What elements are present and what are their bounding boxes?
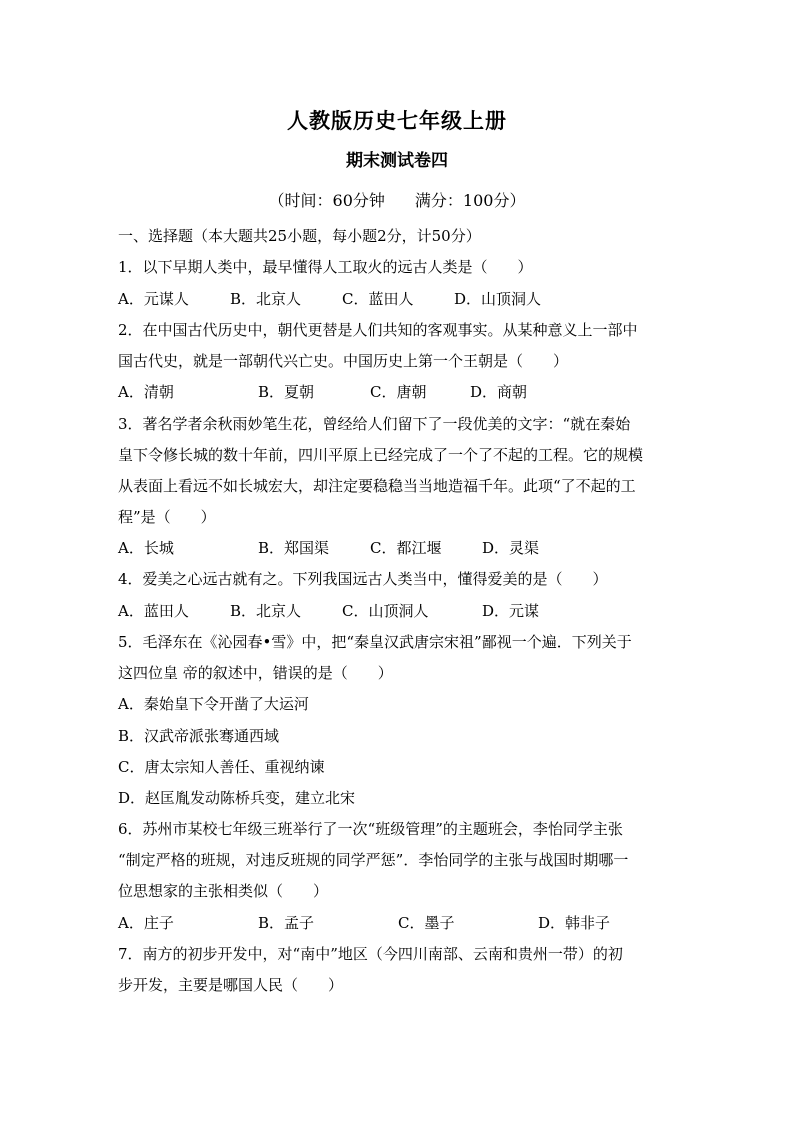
page-subtitle: 期末测试卷四 — [346, 151, 448, 171]
question-3-option-c: C．都江堰 — [370, 539, 442, 557]
question-7-stem-line-2: 步开发，主要是哪国人民（ ） — [118, 976, 344, 994]
question-2-option-a: A．清朝 — [118, 383, 174, 401]
question-3-stem-line-2: 皇下令修长城的数十年前，四川平原上已经完成了一个了不起的工程。它的规模 — [118, 446, 644, 464]
exam-meta — [0, 188, 794, 211]
question-1-option-b: B．北京人 — [230, 290, 302, 308]
question-4-option-c: C．山顶洞人 — [342, 602, 429, 620]
question-4-option-a: A．蓝田人 — [118, 602, 189, 620]
question-6-stem-line-2: “制定严格的班规，对违反班规的同学严惩”．李怡同学的主张与战国时期哪一 — [118, 851, 629, 869]
question-6-option-b: B．孟子 — [258, 914, 315, 932]
question-5-option-c: C．唐太宗知人善任、重视纳谏 — [118, 758, 325, 776]
question-5-option-a: A．秦始皇下令开凿了大运河 — [118, 695, 309, 713]
question-7-stem-line-1: 7．南方的初步开发中，对“南中”地区（今四川南部、云南和贵州一带）的初 — [118, 945, 623, 963]
question-4-option-b: B．北京人 — [230, 602, 302, 620]
question-5-option-d: D．赵匡胤发动陈桥兵变，建立北宋 — [118, 789, 356, 807]
question-4-stem: 4．爱美之心远古就有之。下列我国远古人类当中，懂得爱美的是（ ） — [118, 570, 608, 588]
question-6-stem-line-1: 6．苏州市某校七年级三班举行了一次“班级管理”的主题班会，李怡同学主张 — [118, 820, 623, 838]
question-3-option-a: A．长城 — [118, 539, 174, 557]
question-3-stem-line-4: 程”是（ ） — [118, 508, 216, 526]
question-3-stem-line-1: 3．著名学者余秋雨妙笔生花，曾经给人们留下了一段优美的文字：“就在秦始 — [118, 415, 631, 433]
question-1-option-a: A．元谋人 — [118, 290, 189, 308]
question-3-option-b: B．郑国渠 — [258, 539, 330, 557]
question-5-option-b: B．汉武帝派张骞通西域 — [118, 727, 280, 745]
question-5-stem-line-1: 5．毛泽东在《沁园春•雪》中，把“秦皇汉武唐宗宋祖”鄙视一个遍．下列关于 — [118, 633, 632, 651]
question-6-option-d: D．韩非子 — [538, 914, 611, 932]
question-5-stem-line-2: 这四位皇 帝的叙述中，错误的是（ ） — [118, 664, 393, 682]
exam-score: 满分：100分） — [414, 191, 526, 210]
question-2-option-c: C．唐朝 — [370, 383, 427, 401]
question-3-stem-line-3: 从表面上看远不如长城宏大，却注定要稳稳当当地造福千年。此项“了不起的工 — [118, 477, 636, 495]
section-heading: 一、选择题（本大题共25小题，每小题2分，计50分） — [118, 227, 481, 245]
question-3-option-d: D．灵渠 — [482, 539, 540, 557]
question-6-option-a: A．庄子 — [118, 914, 174, 932]
question-2-stem-line-1: 2．在中国古代历史中，朝代更替是人们共知的客观事实。从某种意义上一部中 — [118, 321, 638, 339]
question-6-stem-line-3: 位思想家的主张相类似（ ） — [118, 882, 329, 900]
page-title: 人教版历史七年级上册 — [287, 108, 507, 133]
question-1-option-c: C．蓝田人 — [342, 290, 414, 308]
question-1-option-d: D．山顶洞人 — [454, 290, 542, 308]
exam-time: （时间：60分钟 — [268, 191, 385, 210]
question-2-stem-line-2: 国古代史，就是一部朝代兴亡史。中国历史上第一个王朝是（ ） — [118, 352, 569, 370]
question-2-option-b: B．夏朝 — [258, 383, 315, 401]
question-1-stem: 1．以下早期人类中，最早懂得人工取火的远古人类是（ ） — [118, 258, 533, 276]
question-6-option-c: C．墨子 — [398, 914, 455, 932]
question-4-option-d: D．元谋 — [482, 602, 540, 620]
question-2-option-d: D．商朝 — [470, 383, 528, 401]
